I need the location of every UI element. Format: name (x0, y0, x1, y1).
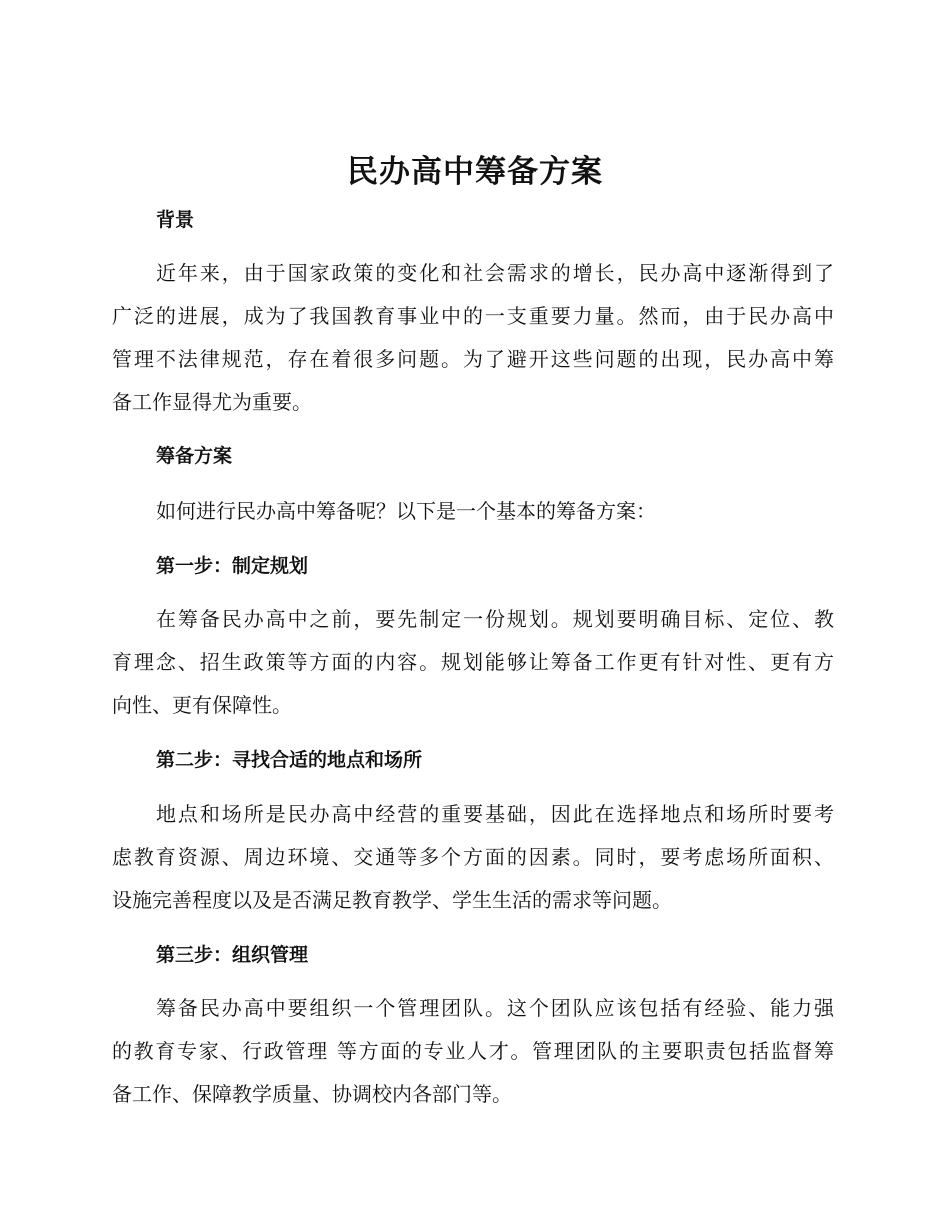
paragraph-line: 备工作显得尤为重要。 (112, 390, 312, 414)
paragraph-line: 设施完善程度以及是否满足教育教学、学生生活的需求等问题。 (112, 888, 672, 912)
section-paragraph-step-3 (112, 987, 834, 1116)
document-title: 民办高中筹备方案 (347, 154, 603, 190)
paragraph-line: 广泛的进展，成为了我国教育事业中的一支重要力量。然而，由于民办高中 (112, 304, 834, 328)
section-paragraph-background (112, 252, 834, 424)
section-paragraph-step-1 (112, 598, 834, 727)
section-paragraph-plan (112, 490, 834, 533)
paragraph-line: 虑教育资源、周边环境、交通等多个方面的因素。同时，要考虑场所面积、 (112, 845, 834, 869)
paragraph-line: 育理念、招生政策等方面的内容。规划能够让筹备工作更有针对性、更有方 (112, 650, 834, 674)
paragraph-line: 的教育专家、行政管理 等方面的专业人才。管理团队的主要职责包括监督筹 (112, 1039, 834, 1063)
paragraph-line: 近年来，由于国家政策的变化和社会需求的增长，民办高中逐渐得到了 (156, 261, 834, 285)
paragraph-line: 管理不法律规范，存在着很多问题。为了避开这些问题的出现，民办高中筹 (112, 347, 834, 371)
paragraph-line: 在筹备民办高中之前，要先制定一份规划。规划要明确目标、定位、教 (156, 607, 834, 631)
section-heading-step-2: 第二步：寻找合适的地点和场所 (156, 749, 423, 771)
section-heading-plan: 筹备方案 (156, 445, 233, 467)
section-heading-background: 背景 (156, 209, 195, 231)
paragraph-line: 筹备民办高中要组织一个管理团队。这个团队应该包括有经验、能力强 (156, 996, 834, 1020)
section-paragraph-step-2 (112, 793, 834, 922)
section-heading-step-3: 第三步：组织管理 (156, 944, 309, 966)
section-heading-step-1: 第一步：制定规划 (156, 555, 309, 577)
paragraph-line: 地点和场所是民办高中经营的重要基础，因此在选择地点和场所时要考 (156, 802, 834, 826)
paragraph-line: 向性、更有保障性。 (112, 693, 292, 717)
paragraph-line: 如何进行民办高中筹备呢？以下是一个基本的筹备方案： (156, 499, 656, 523)
paragraph-line: 备工作、保障教学质量、协调校内各部门等。 (112, 1082, 512, 1106)
